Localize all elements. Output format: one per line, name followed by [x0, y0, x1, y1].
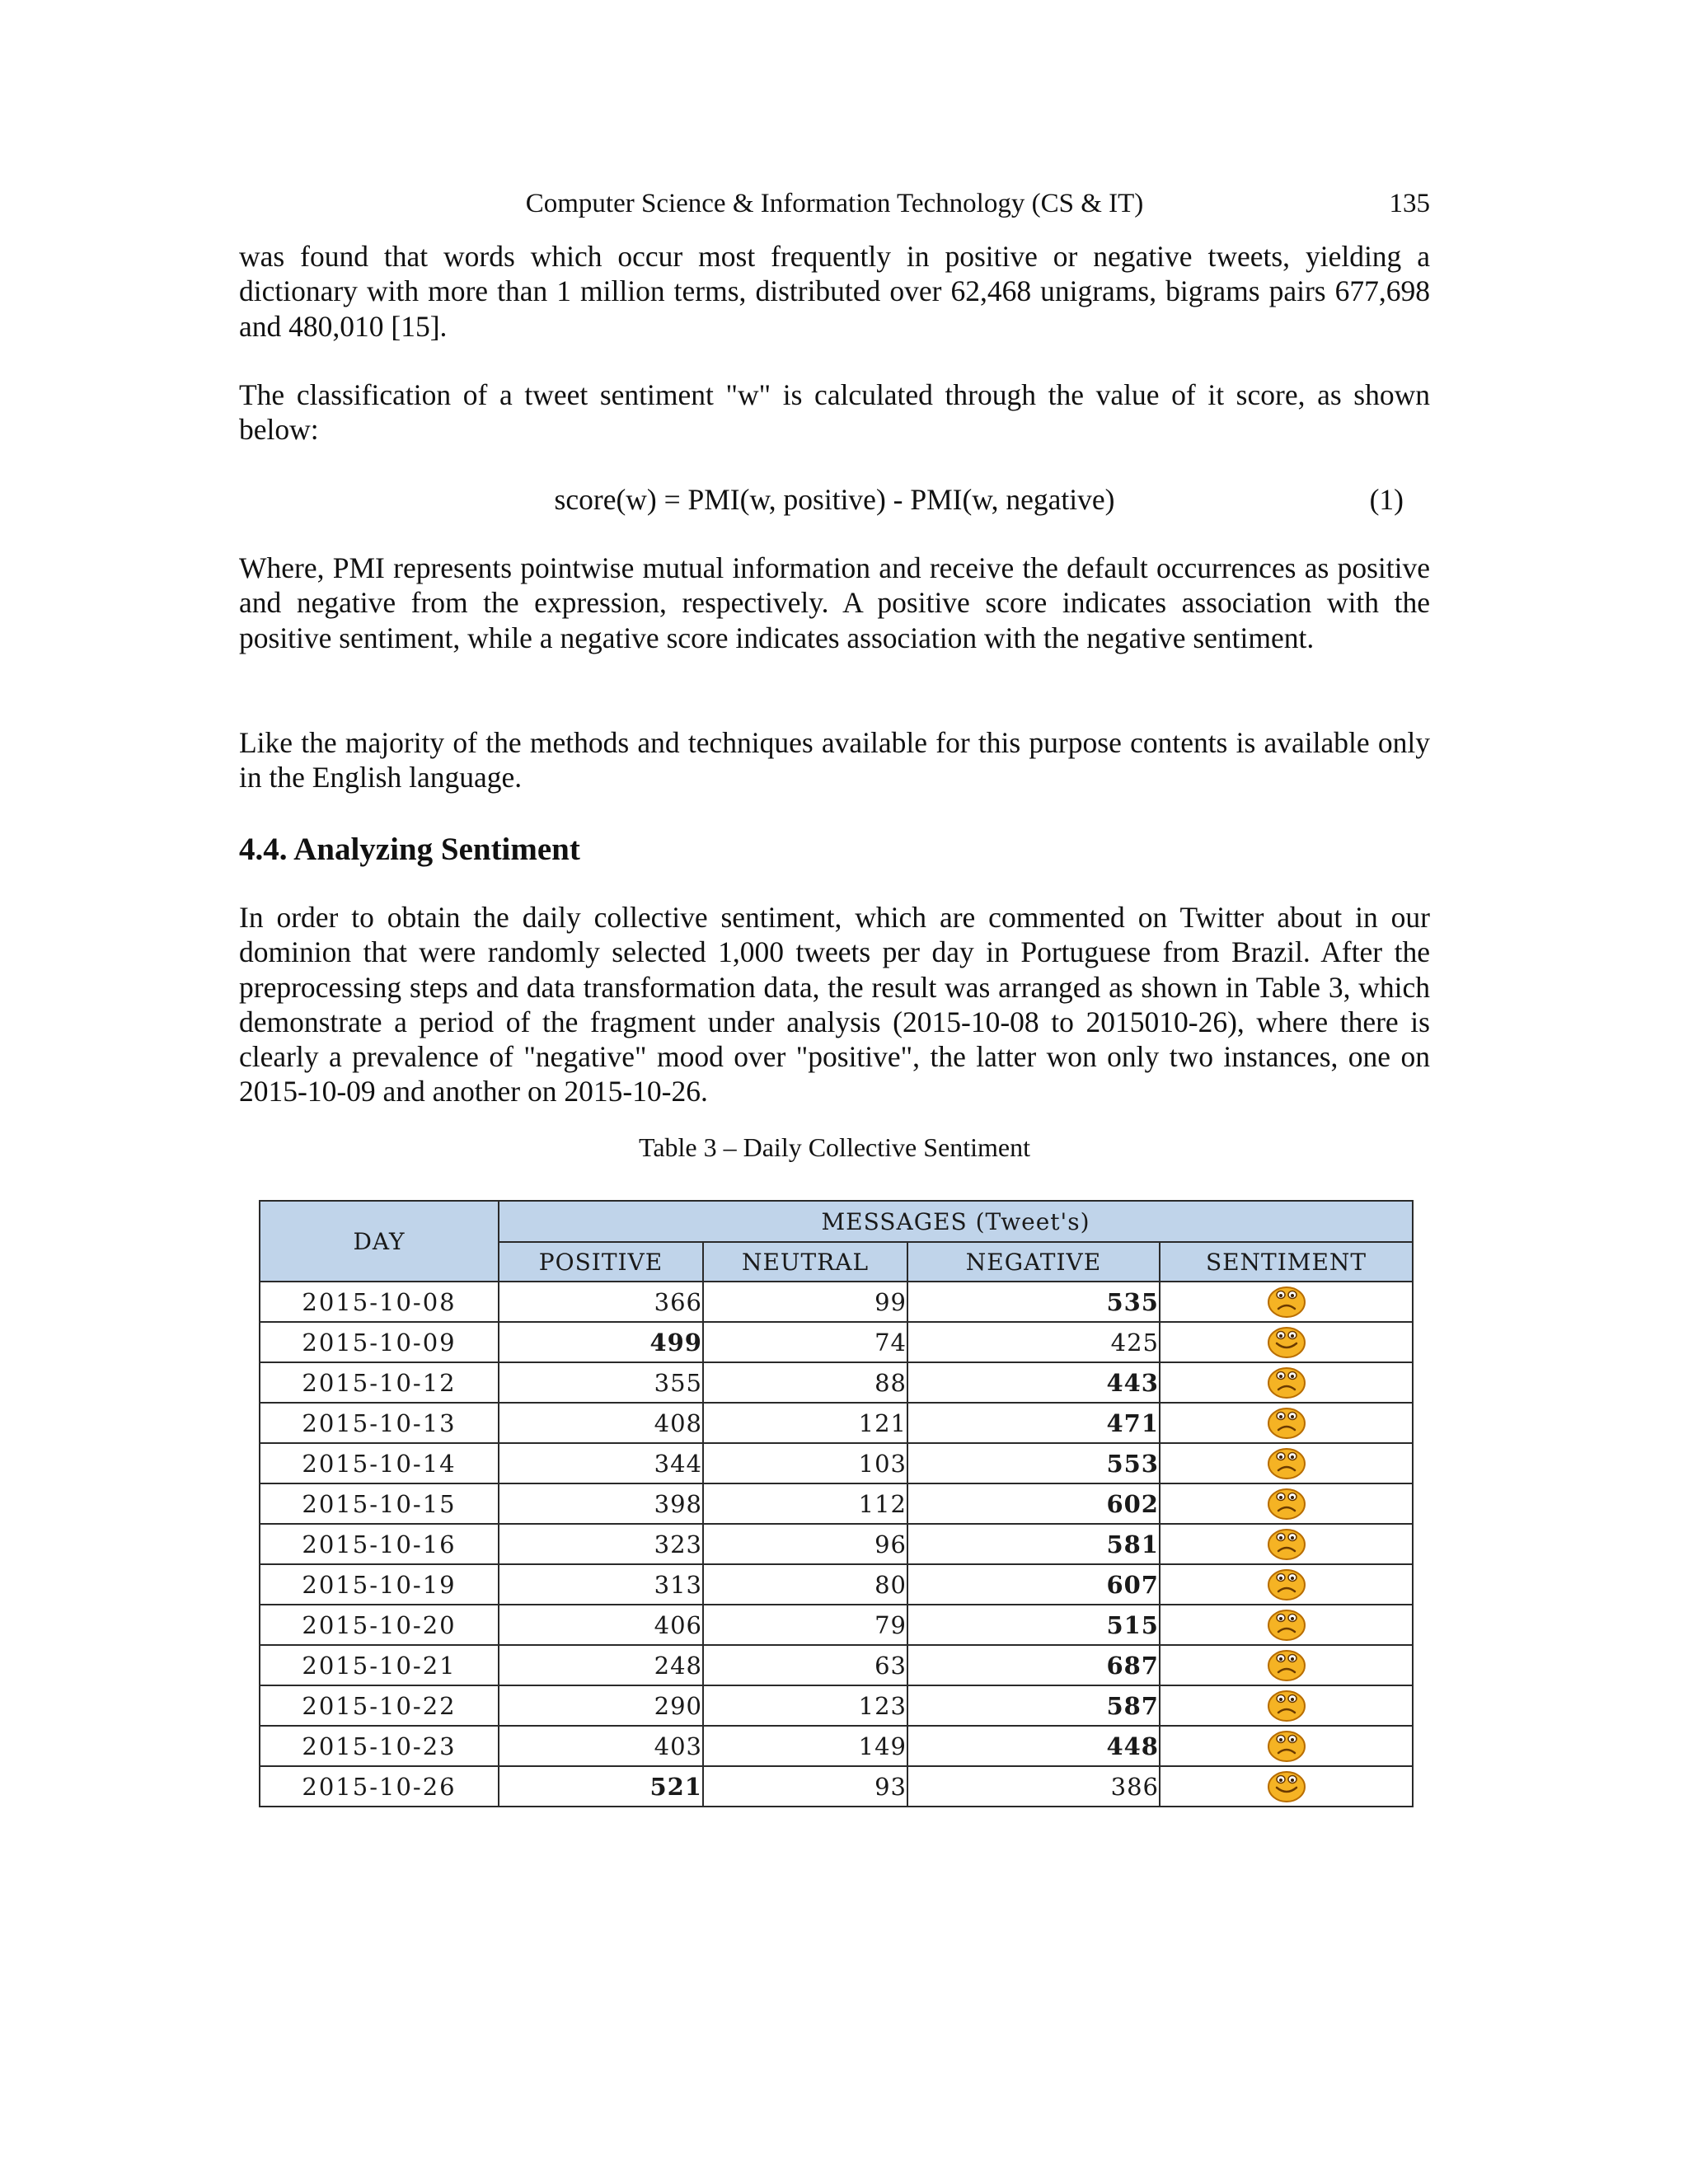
cell-neutral: 99: [703, 1282, 907, 1322]
sad-face-icon: [1267, 1609, 1306, 1642]
cell-positive: 313: [499, 1564, 703, 1605]
cell-negative: 553: [907, 1443, 1160, 1483]
cell-negative: 386: [907, 1766, 1160, 1807]
cell-day: 2015-10-15: [260, 1483, 499, 1524]
sad-face-icon: [1267, 1649, 1306, 1682]
sad-face-icon: [1267, 1690, 1306, 1722]
table-row: [260, 1282, 1413, 1322]
cell-day: 2015-10-20: [260, 1605, 499, 1645]
running-header: [239, 183, 1430, 224]
sad-face-icon: [1267, 1286, 1306, 1319]
cell-neutral: 88: [703, 1362, 907, 1403]
header-sentiment: SENTIMENT: [1160, 1242, 1413, 1282]
cell-positive: 499: [499, 1322, 703, 1362]
cell-neutral: 123: [703, 1685, 907, 1726]
cell-positive: 248: [499, 1645, 703, 1685]
cell-positive: 366: [499, 1282, 703, 1322]
cell-neutral: 103: [703, 1443, 907, 1483]
paragraph-dictionary: was found that words which occur most frequently in positive or negative tweets, yielding a dictionary with more than 1 million terms, distributed over 62,468 unigrams, bigrams pairs 677,698 and 480,010 [15].: [239, 240, 1430, 343]
cell-negative: 687: [907, 1645, 1160, 1685]
cell-sentiment: [1160, 1443, 1413, 1483]
table-row: [260, 1766, 1413, 1807]
header-messages: MESSAGES (Tweet's): [499, 1201, 1413, 1242]
header-day: DAY: [260, 1201, 499, 1282]
cell-day: 2015-10-22: [260, 1685, 499, 1726]
sad-face-icon: [1267, 1447, 1306, 1480]
cell-sentiment: [1160, 1362, 1413, 1403]
header-neutral: NEUTRAL: [703, 1242, 907, 1282]
page-number: 135: [1389, 189, 1430, 218]
cell-sentiment: [1160, 1524, 1413, 1564]
paragraph-analyzing: In order to obtain the daily collective sentiment, which are commented on Twitter about in our dominion that were randomly selected 1,000 tweets per day in Portuguese from Brazil. After the preprocessing steps and data transformation data, the result was arranged as shown in Table 3, which demonstrate a period of the fragment under analysis (2015-10-08 to 2015010-26), where there is clearly a prevalence of "negative" mood over "positive", the latter won only two instances, one on 2015-10-09 and another on 2015-10-26.: [239, 901, 1430, 1108]
table-row: [260, 1443, 1413, 1483]
cell-day: 2015-10-14: [260, 1443, 499, 1483]
cell-sentiment: [1160, 1726, 1413, 1766]
cell-negative: 448: [907, 1726, 1160, 1766]
cell-negative: 535: [907, 1282, 1160, 1322]
cell-neutral: 112: [703, 1483, 907, 1524]
table-row: [260, 1564, 1413, 1605]
cell-negative: 607: [907, 1564, 1160, 1605]
cell-sentiment: [1160, 1605, 1413, 1645]
cell-positive: 398: [499, 1483, 703, 1524]
cell-day: 2015-10-23: [260, 1726, 499, 1766]
cell-neutral: 93: [703, 1766, 907, 1807]
cell-day: 2015-10-26: [260, 1766, 499, 1807]
paragraph-pmi: Where, PMI represents pointwise mutual information and receive the default occurrences as positive and negative from the expression, respectively. A positive score indicates association with the positive sentiment, while a negative score indicates association with the negative sentiment.: [239, 551, 1430, 654]
sad-face-icon: [1267, 1366, 1306, 1399]
cell-sentiment: [1160, 1282, 1413, 1322]
cell-negative: 602: [907, 1483, 1160, 1524]
equation-score: [239, 481, 1430, 518]
cell-day: 2015-10-12: [260, 1362, 499, 1403]
cell-negative: 443: [907, 1362, 1160, 1403]
cell-neutral: 79: [703, 1605, 907, 1645]
cell-negative: 471: [907, 1403, 1160, 1443]
sad-face-icon: [1267, 1407, 1306, 1440]
table-row: [260, 1483, 1413, 1524]
sad-face-icon: [1267, 1730, 1306, 1763]
header-positive: POSITIVE: [499, 1242, 703, 1282]
sad-face-icon: [1267, 1488, 1306, 1521]
table-row: [260, 1645, 1413, 1685]
table-row: [260, 1726, 1413, 1766]
cell-sentiment: [1160, 1564, 1413, 1605]
paragraph-english: Like the majority of the methods and techniques available for this purpose contents is available only in the English language.: [239, 726, 1430, 794]
cell-sentiment: [1160, 1766, 1413, 1807]
cell-sentiment: [1160, 1685, 1413, 1726]
header-negative: NEGATIVE: [907, 1242, 1160, 1282]
cell-day: 2015-10-13: [260, 1403, 499, 1443]
equation-number: (1): [1369, 483, 1404, 516]
equation-text: score(w) = PMI(w, positive) - PMI(w, negative): [554, 483, 1115, 516]
cell-neutral: 74: [703, 1322, 907, 1362]
cell-positive: 521: [499, 1766, 703, 1807]
running-title: Computer Science & Information Technology (CS & IT): [525, 189, 1144, 218]
cell-negative: 515: [907, 1605, 1160, 1645]
cell-day: 2015-10-19: [260, 1564, 499, 1605]
table-row: [260, 1524, 1413, 1564]
cell-negative: 425: [907, 1322, 1160, 1362]
cell-positive: 403: [499, 1726, 703, 1766]
cell-day: 2015-10-16: [260, 1524, 499, 1564]
cell-neutral: 80: [703, 1564, 907, 1605]
sad-face-icon: [1267, 1568, 1306, 1601]
cell-negative: 587: [907, 1685, 1160, 1726]
cell-sentiment: [1160, 1322, 1413, 1362]
table-row: [260, 1605, 1413, 1645]
cell-neutral: 63: [703, 1645, 907, 1685]
cell-positive: 290: [499, 1685, 703, 1726]
cell-sentiment: [1160, 1403, 1413, 1443]
cell-sentiment: [1160, 1483, 1413, 1524]
cell-neutral: 121: [703, 1403, 907, 1443]
cell-sentiment: [1160, 1645, 1413, 1685]
table-row: [260, 1685, 1413, 1726]
table-row: [260, 1403, 1413, 1443]
cell-neutral: 149: [703, 1726, 907, 1766]
section-heading: 4.4. Analyzing Sentiment: [239, 832, 580, 867]
sentiment-table: [259, 1200, 1414, 1807]
cell-neutral: 96: [703, 1524, 907, 1564]
cell-positive: 408: [499, 1403, 703, 1443]
cell-negative: 581: [907, 1524, 1160, 1564]
table-row: [260, 1322, 1413, 1362]
sad-face-icon: [1267, 1528, 1306, 1561]
cell-day: 2015-10-09: [260, 1322, 499, 1362]
happy-face-icon: [1267, 1326, 1306, 1359]
cell-positive: 323: [499, 1524, 703, 1564]
cell-positive: 355: [499, 1362, 703, 1403]
happy-face-icon: [1267, 1770, 1306, 1803]
cell-day: 2015-10-08: [260, 1282, 499, 1322]
table-body: [260, 1282, 1413, 1807]
table-row: [260, 1362, 1413, 1403]
paragraph-classification: The classification of a tweet sentiment "w" is calculated through the value of it score, as shown below:: [239, 378, 1430, 447]
cell-positive: 406: [499, 1605, 703, 1645]
cell-positive: 344: [499, 1443, 703, 1483]
cell-day: 2015-10-21: [260, 1645, 499, 1685]
table-caption: Table 3 – Daily Collective Sentiment: [639, 1132, 1030, 1162]
